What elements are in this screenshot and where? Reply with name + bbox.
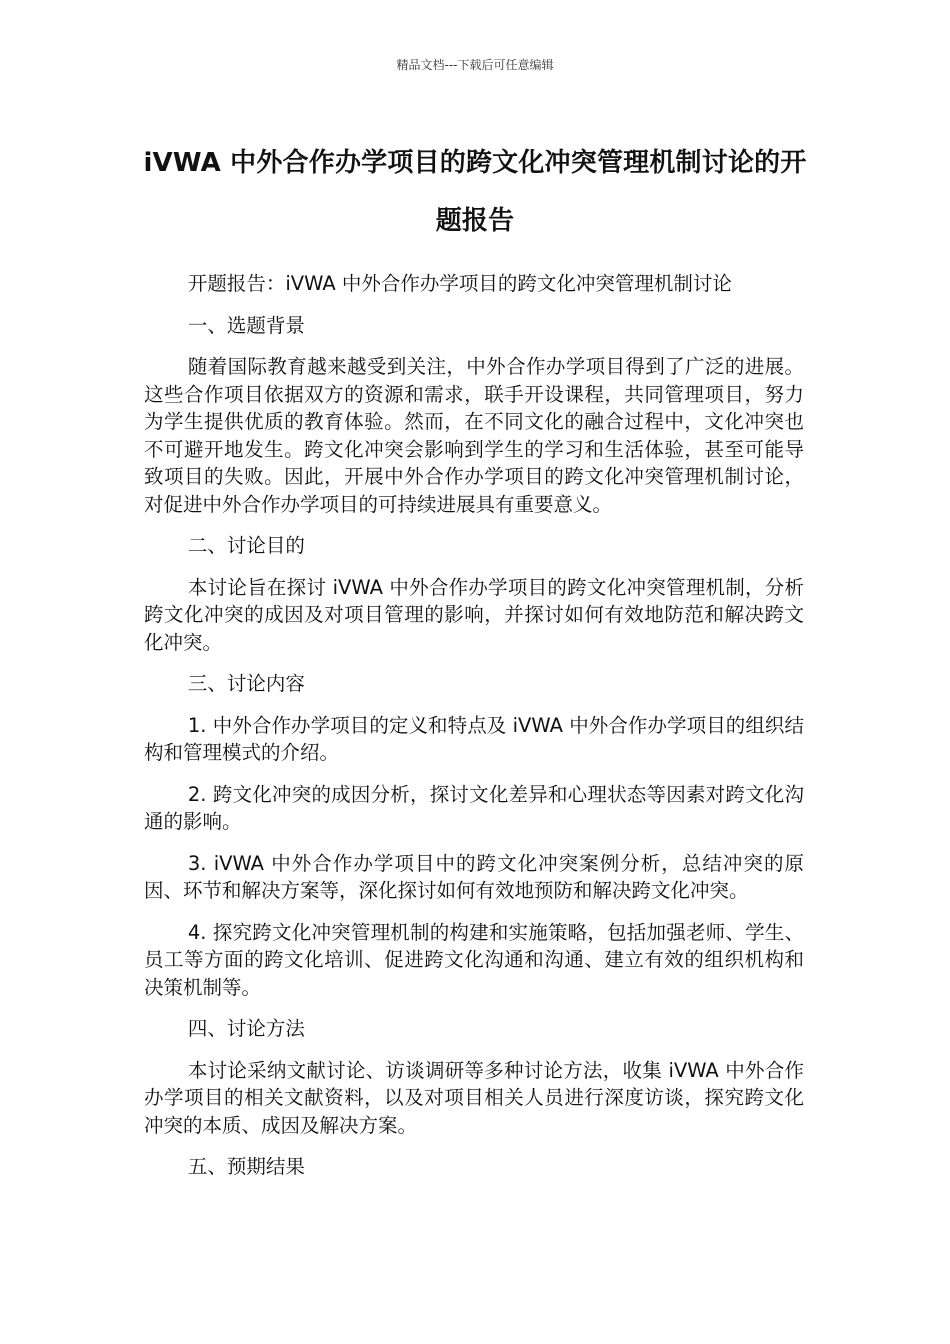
content-item-4: 4. 探究跨文化冲突管理机制的构建和实施策略，包括加强老师、学生、员工等方面的跨文化培训、促进跨文化沟通和沟通、建立有效的组织机构和决策机制等。 — [144, 920, 804, 999]
document-title: iVWA 中外合作办学项目的跨文化冲突管理机制讨论的开题报告 — [143, 148, 807, 236]
paragraph-purpose: 本讨论旨在探讨 iVWA 中外合作办学项目的跨文化冲突管理机制，分析跨文化冲突的成因及对项目管理的影响，并探讨如何有效地防范和解决跨文化冲突。 — [144, 575, 804, 654]
paragraph-background: 随着国际教育越来越受到关注，中外合作办学项目得到了广泛的进展。这些合作项目依据双方的资源和需求，联手开设课程，共同管理项目，努力为学生提供优质的教育体验。然而，在不同文化的融合过程中，文化冲突也不可避开地发生。跨文化冲突会影响到学生的学习和生活体验，甚至可能导致项目的失败。因此，开展中外合作办学项目的跨文化冲突管理机制讨论，对促进中外合作办学项目的可持续进展具有重要意义。 — [144, 355, 804, 516]
report-heading-line: 开题报告：iVWA 中外合作办学项目的跨文化冲突管理机制讨论 — [187, 272, 732, 295]
content-item-3: 3. iVWA 中外合作办学项目中的跨文化冲突案例分析，总结冲突的原因、环节和解决方案等，深化探讨如何有效地预防和解决跨文化冲突。 — [144, 851, 804, 902]
section-heading-purpose: 二、讨论目的 — [187, 534, 305, 557]
section-heading-background: 一、选题背景 — [187, 313, 305, 337]
section-heading-method: 四、讨论方法 — [187, 1017, 305, 1040]
section-heading-content: 三、讨论内容 — [187, 672, 305, 695]
section-heading-results: 五、预期结果 — [187, 1155, 305, 1178]
header-note: 精品文档---下载后可任意编辑 — [396, 58, 554, 72]
content-item-1: 1. 中外合作办学项目的定义和特点及 iVWA 中外合作办学项目的组织结构和管理模式的介绍。 — [144, 713, 804, 764]
content-item-2: 2. 跨文化冲突的成因分析，探讨文化差异和心理状态等因素对跨文化沟通的影响。 — [144, 782, 804, 833]
document-body — [144, 270, 804, 1195]
paragraph-method: 本讨论采纳文献讨论、访谈调研等多种讨论方法，收集 iVWA 中外合作办学项目的相关文献资料，以及对项目相关人员进行深度访谈，探究跨文化冲突的本质、成因及解决方案。 — [144, 1058, 804, 1137]
